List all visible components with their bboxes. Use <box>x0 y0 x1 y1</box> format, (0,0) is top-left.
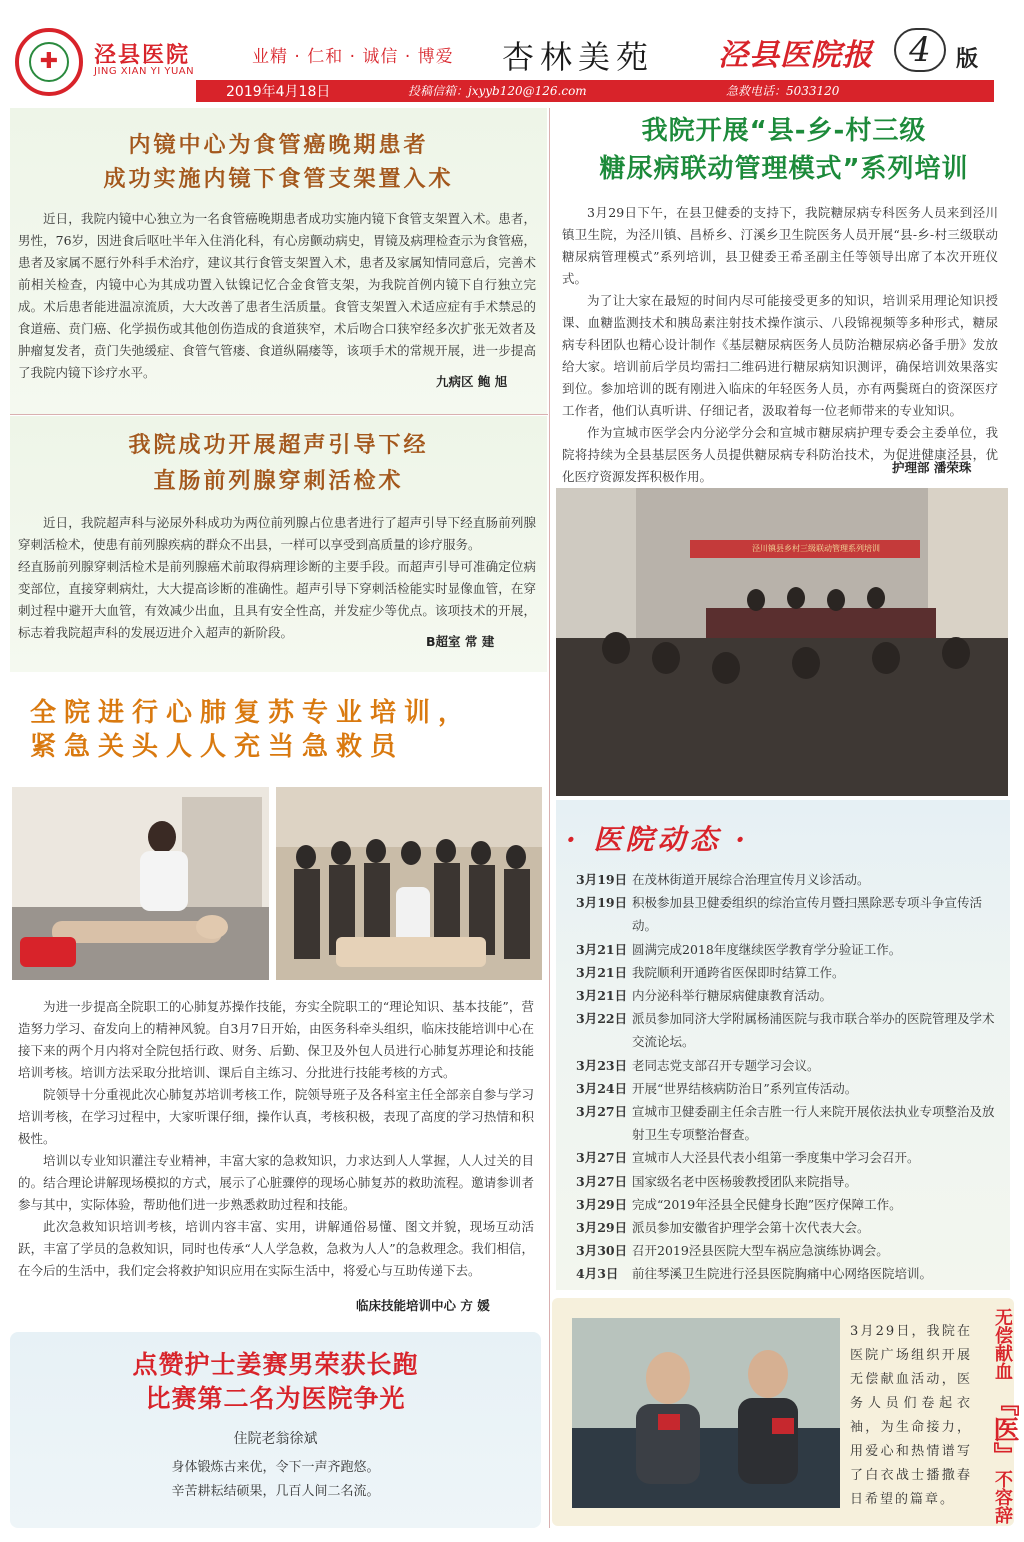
page-number: 4 <box>894 28 946 72</box>
news-item-date: 3月30日 <box>576 1243 628 1259</box>
news-item-text: 完成“2019年泾县全民健身长跑”医疗保障工作。 <box>632 1196 902 1212</box>
blood-donation-illustration <box>572 1318 840 1508</box>
hospital-pinyin: JING XIAN YI YUAN <box>94 66 195 77</box>
news-item <box>576 1193 1006 1216</box>
news-item-text: 宣城市人大泾县代表小组第一季度集中学习会召开。 <box>632 1150 920 1166</box>
news-item <box>576 1170 1006 1193</box>
article-diabetes-byline: 护理部 潘荣珠 <box>892 460 972 475</box>
news-item-text: 前往琴溪卫生院进行泾县医院胸痛中心网络医院培训。 <box>632 1266 933 1282</box>
news-item-text: 派员参加安徽省护理学会第十次代表大会。 <box>632 1220 870 1236</box>
hospital-news-list <box>576 868 1006 1286</box>
news-item-date: 3月21日 <box>576 964 628 980</box>
hospital-news-title: · 医院动态 · <box>566 823 749 856</box>
hospital-motto: 业精 · 仁和 · 诚信 · 博爱 <box>252 47 454 67</box>
news-item-text: 国家级名老中医杨骏教授团队来院指导。 <box>632 1173 858 1189</box>
article-cpr-paragraph-3: 培训以专业知识灌注专业精神，丰富大家的急救知识，力求达到人人掌握，人人过关的目的。结合理论讲解现场模拟的方式，展示了心脏骤停的现场心肺复苏的救助流程。邀请参训者参与其中，实际体验，帮助他们进一步熟悉救助过程和技能。 <box>18 1153 534 1212</box>
news-item-text: 召开2019泾县医院大型车祸应急演练协调会。 <box>632 1243 889 1259</box>
article-endoscopy-body <box>18 208 536 384</box>
blood-donation-text: 3月29日，我院在医院广场组织开展无偿献血活动，医务人员们卷起衣袖，为生命接力，用爱心和热情谱写了白衣战士播撒春日希望的篇章。 <box>850 1324 972 1507</box>
article-ultrasound-byline: B超室 常 建 <box>426 634 495 649</box>
news-item-date: 3月27日 <box>576 1104 628 1120</box>
issue-date: 2019年4月18日 <box>226 84 331 100</box>
article-diabetes-title-line1: 我院开展“县-乡-村三级 <box>641 116 927 146</box>
news-item-text: 宣城市卫健委副主任余吉胜一行人来院开展依法执业专项整治及放射卫生专项整治督查。 <box>632 1104 995 1143</box>
masthead <box>0 0 1024 104</box>
cpr-training-photo-1 <box>12 787 269 980</box>
news-item-date: 3月19日 <box>576 872 628 887</box>
news-item-text: 内分泌科举行糖尿病健康教育活动。 <box>632 988 833 1004</box>
poem-line-1: 身体锻炼古来优，令下一声齐跑悠。 <box>171 1460 380 1475</box>
cpr-group-illustration <box>276 787 542 980</box>
article-ultrasound-title-line2: 直肠前列腺穿刺活检术 <box>153 468 404 494</box>
article-ultrasound-paragraph-2: 经直肠前列腺穿刺活检术是前列腺癌术前取得病理诊断的主要手段。而超声引导可准确定位病变部位，直接穿刺病灶，大大提高诊断的准确性。超声引导下穿刺活检能实时显像血管，在穿刺过程中避开大血管，有效减少出血，且具有安全性高，并发症少等优点。该项技术的开展，标志着我院超声科的发展迈进介入超声的新阶段。 <box>18 559 536 640</box>
news-item <box>576 1007 1006 1053</box>
article-diabetes-body <box>562 202 998 488</box>
article-cpr-paragraph-2: 院领导十分重视此次心肺复苏培训考核工作，院领导班子及各科室主任全部亲自参与学习培训考核，在学习过程中，大家听课仔细，操作认真，考核积极，表现了高度的学习热情和积极性。 <box>18 1087 534 1146</box>
news-item-text: 我院顺利开通跨省医保即时结算工作。 <box>632 964 845 980</box>
news-item-date: 3月23日 <box>576 1057 628 1073</box>
article-cpr-paragraph-1: 为进一步提高全院职工的心肺复苏操作技能，夯实全院职工的“理论知识、基本技能”，营造努力学习、奋发向上的精神风貌。自3月7日开始，由医务科牵头组织，临床技能培训中心在接下来的两个月内将对全院包括行政、财务、后勤、保卫及外包人员进行心肺复苏理论和技能培训考核。培训方法采取分批培训、课后自主练习、分批进行技能考核的方式。 <box>18 999 534 1080</box>
news-item-date: 3月27日 <box>576 1173 628 1189</box>
news-item-date: 3月27日 <box>576 1150 628 1166</box>
cpr-scene-illustration <box>12 787 269 980</box>
news-item <box>576 938 1006 961</box>
news-item-date: 3月29日 <box>576 1220 628 1236</box>
article-separator <box>10 414 548 415</box>
news-item <box>576 984 1006 1007</box>
article-endoscopy-title-line1: 内镜中心为食管癌晚期患者 <box>128 132 429 158</box>
article-endoscopy-title-line2: 成功实施内镜下食管支架置入术 <box>103 166 454 192</box>
column-divider <box>549 108 550 1528</box>
news-item-date: 3月21日 <box>576 941 628 957</box>
news-item-text: 圆满完成2018年度继续医学教育学分验证工作。 <box>632 941 902 957</box>
news-item-date: 3月19日 <box>576 895 628 911</box>
news-item-date: 3月24日 <box>576 1080 628 1096</box>
page-unit: 版 <box>956 47 979 72</box>
section-name: 杏林美苑 <box>502 38 655 76</box>
news-item-date: 3月21日 <box>576 988 628 1004</box>
emergency-hotline: 急救电话：5033120 <box>726 84 840 98</box>
article-diabetes-paragraph-2: 为了让大家在最短的时间内尽可能接受更多的知识，培训采用理论知识授课、血糖监测技术和胰岛素注射技术操作演示、八段锦视频等多种形式，糖尿病专科团队也精心设计制作《基层糖尿病医务人员防治糖尿病必备手册》发放给大家。培训前后学员均需扫二维码进行糖尿病知识测评，确保培训效果落实到位。参加培训的既有刚进入临床的年轻医务人员，亦有两鬓斑白的资深医疗工作者，他们认真听讲、仔细记者，汲取着每一位老师带来的专业知识。 <box>562 293 998 418</box>
news-item-date: 3月29日 <box>576 1196 628 1212</box>
news-item <box>576 1100 1006 1146</box>
news-item-date: 3月22日 <box>576 1011 628 1027</box>
article-endoscopy-byline: 九病区 鲍 旭 <box>436 374 508 389</box>
article-nurse-title-line1: 点赞护士姜赛男荣获长跑 <box>132 1350 419 1379</box>
newspaper-name: 泾县医院报 <box>718 38 873 73</box>
diabetes-training-photo <box>556 488 1008 796</box>
news-item-text: 在茂林街道开展综合治理宣传月义诊活动。 <box>632 872 870 887</box>
meeting-banner: 泾川镇县乡村三级联动管理系列培训 <box>752 544 880 553</box>
news-item-date: 4月3日 <box>576 1266 619 1282</box>
article-diabetes-title-line2: 糖尿病联动管理模式”系列培训 <box>599 154 969 184</box>
article-nurse-title-line2: 比赛第二名为医院争光 <box>145 1384 406 1413</box>
news-item <box>576 1054 1006 1077</box>
news-item <box>576 1077 1006 1100</box>
article-cpr-paragraph-4: 此次急救知识培训考核，培训内容丰富、实用，讲解通俗易懂、图文并貌，现场互动活跃，丰富了学员的急救知识，同时也传承“人人学急救，急救为人人”的急救理念。我们相信，在今后的生活中，我们定会将救护知识应用在实际生活中，将爱心与互助传递下去。 <box>18 1219 534 1278</box>
blood-donation-side-bottom: 不容辞 <box>992 1470 1013 1524</box>
news-item-text: 派员参加同济大学附属杨浦医院与我市联合举办的医院管理及学术交流论坛。 <box>632 1011 995 1050</box>
news-item <box>576 1216 1006 1239</box>
news-item-text: 开展“世界结核病防治日”系列宣传活动。 <box>632 1080 858 1096</box>
poem-line-2: 辛苦耕耘结硕果，几百人间二名流。 <box>171 1484 380 1499</box>
news-item <box>576 961 1006 984</box>
article-cpr-title-line1: 全院进行心肺复苏专业培训， <box>30 698 473 728</box>
article-diabetes-paragraph-3: 作为宣城市医学会内分泌学分会和宣城市糖尿病护理专委会主委单位，我院将持续为全县基层医务人员提供糖尿病专科防治技术，为促进健康泾县，优化医疗资源发挥积极作用。 <box>562 425 998 484</box>
news-item-text: 老同志党支部召开专题学习会议。 <box>632 1057 820 1073</box>
poem-author: 住院老翁徐斌 <box>233 1431 318 1447</box>
news-item <box>576 891 1006 937</box>
logo-cross-icon: ✚ <box>39 49 59 74</box>
submission-email: 投稿信箱：jxyyb120@126.com <box>408 84 587 98</box>
article-ultrasound-paragraph-1: 近日，我院超声科与泌尿外科成功为两位前列腺占位患者进行了超声引导下经直肠前列腺穿刺活检术，使患有前列腺疾病的群众不出县，一样可以享受到高质量的诊疗服务。 <box>18 515 536 552</box>
article-ultrasound-title-line1: 我院成功开展超声引导下经 <box>128 432 429 458</box>
news-item <box>576 1262 1006 1285</box>
article-diabetes-paragraph-1: 3月29日下午，在县卫健委的支持下，我院糖尿病专科医务人员来到泾川镇卫生院，为泾川镇、昌桥乡、汀溪乡卫生院医务人员开展“县-乡-村三级联动糖尿病管理模式”系列培训，县卫健委王希圣副主任等领导出席了本次开班仪式。 <box>562 205 998 286</box>
blood-donation-side-mid: 『医』 <box>989 1390 1019 1468</box>
article-cpr-body <box>18 996 534 1282</box>
article-cpr-title-line2: 紧急关头人人充当急救员 <box>30 732 405 762</box>
news-item <box>576 1239 1006 1262</box>
blood-donation-side-top: 无偿献血 <box>992 1308 1013 1380</box>
news-item <box>576 1146 1006 1169</box>
article-endoscopy-paragraph: 近日，我院内镜中心独立为一名食管癌晚期患者成功实施内镜下食管支架置入术。患者，男性，76岁，因进食后呕吐半年入住消化科，有心房颤动病史，胃镜及病理检查示为食管癌，患者及家属不愿行外科手术治疗，建议其行食管支架置入术，患者及家属知情同意后，完善术前相关检查，内镜中心为其成功置入钛镍记忆合金食管支架，为我院首例内镜下自行独立完成。术后患者能进温凉流质，大大改善了患者生活质量。食管支架置入术适应症有手术禁忌的食道癌、贲门癌、化学损伤或其他创伤造成的食道狭窄，术后吻合口狭窄经多次扩张无效者及肿瘤复发者，贲门失弛缓症、食管气管瘘、食道纵隔瘘等，该项手术的常规开展，进一步提高了我院内镜下诊疗水平。 <box>18 211 536 380</box>
news-item-text: 积极参加县卫健委组织的综治宣传月暨扫黑除恶专项斗争宣传活动。 <box>632 895 983 934</box>
article-cpr-byline: 临床技能培训中心 方 媛 <box>356 1298 490 1313</box>
cpr-training-photo-2 <box>276 787 542 980</box>
article-ultrasound-body <box>18 512 536 644</box>
hospital-name: 泾县医院 <box>94 43 191 68</box>
news-item <box>576 868 1006 891</box>
meeting-room-illustration <box>556 488 1008 796</box>
blood-donation-photo <box>572 1318 840 1508</box>
